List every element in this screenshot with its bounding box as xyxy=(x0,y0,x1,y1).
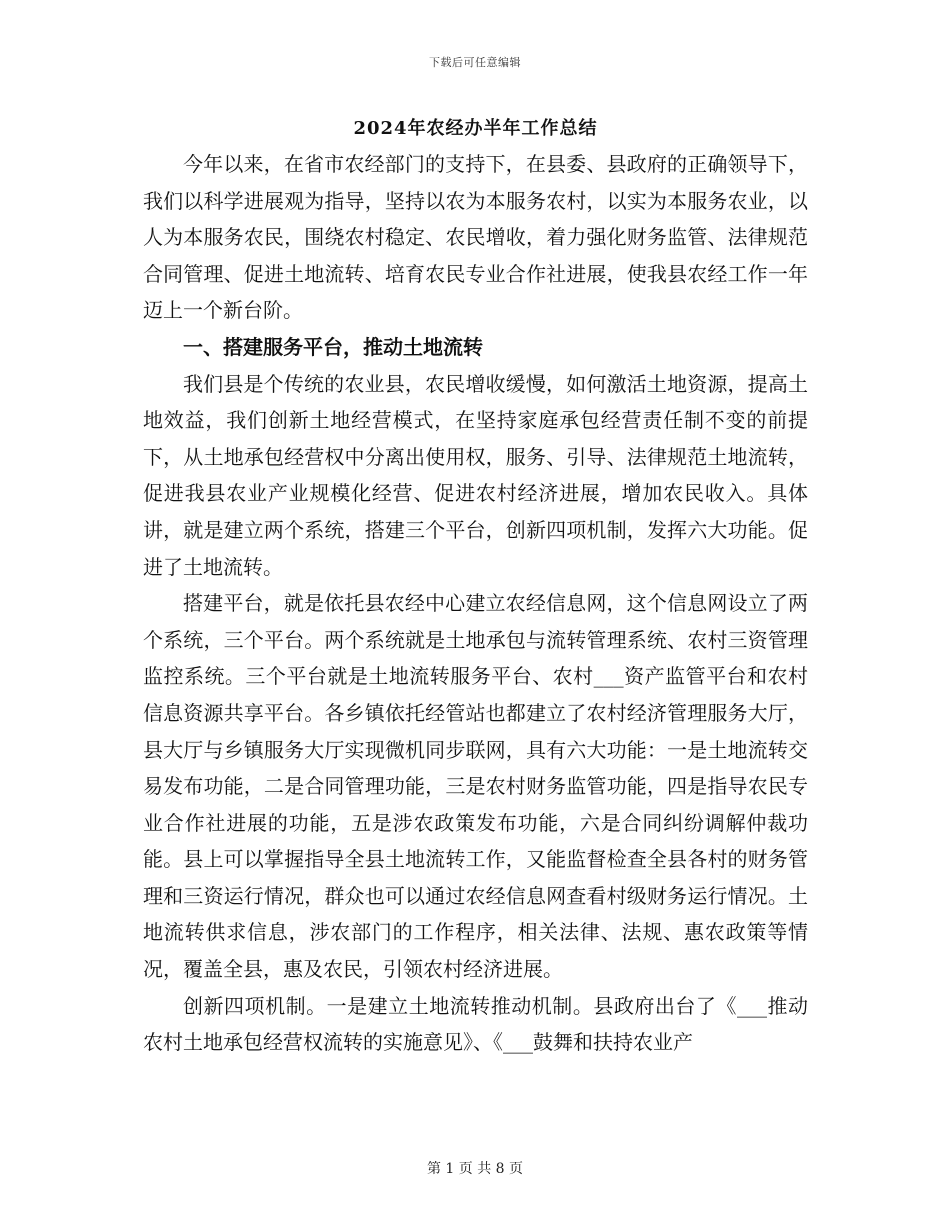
intro-paragraph: 今年以来，在省市农经部门的支持下，在县委、县政府的正确领导下，我们以科学进展观为指导，坚持以农为本服务农村，以实为本服务农业，以人为本服务农民，围绕农村稳定、农民增收，着力强化财务监管、法律规范合同管理、促进土地流转、培育农民专业合作社进展，使我县农经工作一年迈上一个新台阶。 xyxy=(143,152,808,323)
document-body xyxy=(143,112,808,1061)
section-1-paragraph-3: 创新四项机制。一是建立土地流转推动机制。县政府出台了《___推动农村土地承包经营权流转的实施意见》、《___鼓舞和扶持农业产 xyxy=(143,993,808,1055)
section-1-heading: 一、搭建服务平台，推动土地流转 xyxy=(183,334,483,359)
download-editable-note: 下载后可任意编辑 xyxy=(429,56,521,69)
section-1-paragraph-1: 我们县是个传统的农业县，农民增收缓慢，如何激活土地资源，提高土地效益，我们创新土地经营模式，在坚持家庭承包经营责任制不变的前提下，从土地承包经营权中分离出使用权，服务、引导、法律规范土地流转，促进我县农业产业规模化经营、促进农村经济进展，增加农民收入。具体讲，就是建立两个系统，搭建三个平台，创新四项机制，发挥六大功能。促进了土地流转。 xyxy=(143,371,808,579)
section-1-paragraph-2: 搭建平台，就是依托县农经中心建立农经信息网，这个信息网设立了两个系统，三个平台。两个系统就是土地承包与流转管理系统、农村三资管理监控系统。三个平台就是土地流转服务平台、农村___资产监管平台和农村信息资源共享平台。各乡镇依托经管站也都建立了农村经济管理服务大厅，县大厅与乡镇服务大厅实现微机同步联网，具有六大功能：一是土地流转交易发布功能，二是合同管理功能，三是农村财务监管功能，四是指导农民专业合作社进展的功能，五是涉农政策发布功能，六是合同纠纷调解仲裁功能。县上可以掌握指导全县土地流转工作，又能监督检查全县各村的财务管理和三资运行情况，群众也可以通过农经信息网查看村级财务运行情况。土地流转供求信息，涉农部门的工作程序，相关法律、法规、惠农政策等情况，覆盖全县，惠及农民，引领农村经济进展。 xyxy=(143,591,808,982)
document-title: 2024年农经办半年工作总结 xyxy=(353,118,598,139)
page-number: 第 1 页 共 8 页 xyxy=(426,1161,524,1177)
